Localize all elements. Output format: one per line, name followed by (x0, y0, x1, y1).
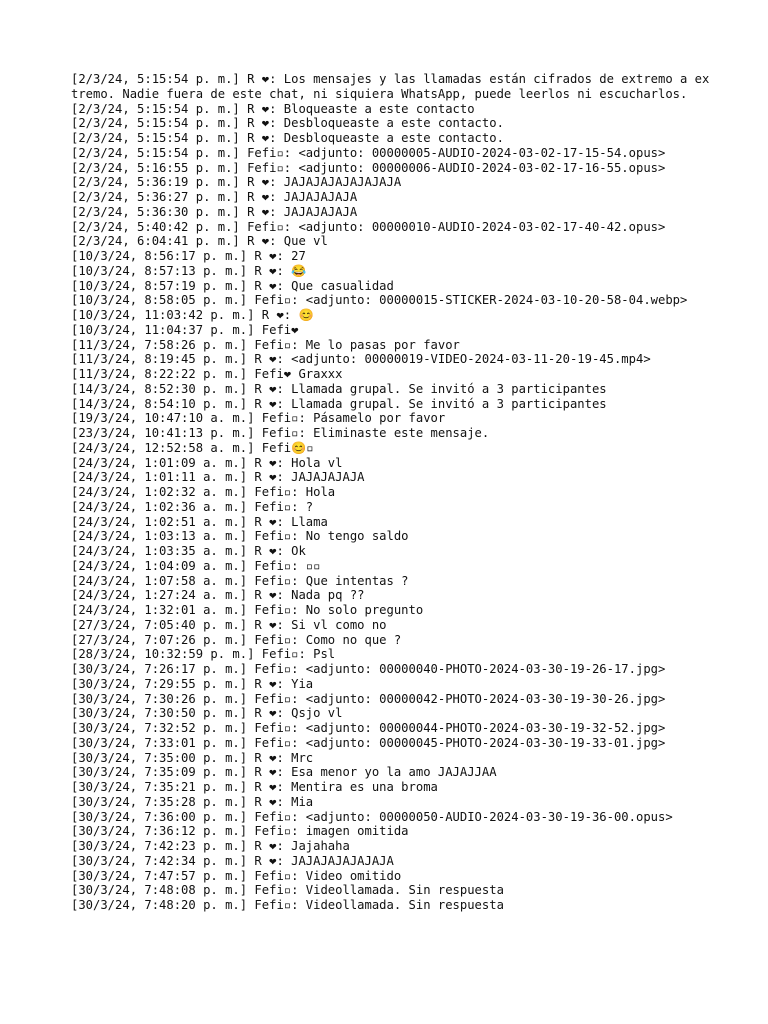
chat-message-line: [11/3/24, 7:58:26 p. m.] Fefi▫: Me lo pasas por favor (71, 337, 460, 352)
chat-message-line: [30/3/24, 7:32:52 p. m.] Fefi▫: <adjunto: 00000044-PHOTO-2024-03-30-19-32-52.jpg> (71, 721, 666, 735)
chat-message-line: [24/3/24, 1:03:35 a. m.] R ❤: Ok (71, 544, 306, 558)
chat-message-line: [30/3/24, 7:48:20 p. m.] Fefi▫: Videollamada. Sin respuesta (71, 898, 504, 912)
chat-message-line: [2/3/24, 5:15:54 p. m.] R ❤: Bloqueaste a este contacto (71, 101, 475, 116)
chat-message-line: [2/3/24, 6:04:41 p. m.] R ❤: Que vl (71, 234, 328, 249)
chat-message-line: [24/3/24, 1:02:36 a. m.] Fefi▫: ? (71, 499, 314, 514)
chat-message-line: [27/3/24, 7:07:26 p. m.] Fefi▫: Como no que ? (71, 632, 402, 647)
chat-message-line: [24/3/24, 1:27:24 a. m.] R ❤: Nada pq ?? (71, 588, 365, 603)
chat-message-line: [10/3/24, 8:58:05 p. m.] Fefi▫: <adjunto: 00000015-STICKER-2024-03-10-20-58-04.webp> (71, 293, 688, 308)
chat-message-line: [30/3/24, 7:42:23 p. m.] R ❤: Jajahaha (71, 839, 350, 853)
chat-message-line: [30/3/24, 7:35:00 p. m.] R ❤: Mrc (71, 750, 314, 765)
chat-message-line: [30/3/24, 7:42:34 p. m.] R ❤: JAJAJAJAJAJAJA (71, 853, 394, 868)
chat-message-line: [30/3/24, 7:26:17 p. m.] Fefi▫: <adjunto: 00000040-PHOTO-2024-03-30-19-26-17.jpg> (71, 662, 666, 676)
chat-message-line: [11/3/24, 8:19:45 p. m.] R ❤: <adjunto: 00000019-VIDEO-2024-03-11-20-19-45.mp4> (71, 352, 651, 367)
chat-message-line: [10/3/24, 11:04:37 p. m.] Fefi❤ (71, 322, 299, 337)
chat-message-line: [24/3/24, 1:07:58 a. m.] Fefi▫: Que intentas ? (71, 573, 409, 588)
chat-message-line: [30/3/24, 7:29:55 p. m.] R ❤: Yia (71, 676, 314, 691)
chat-message-line: [30/3/24, 7:47:57 p. m.] Fefi▫: Video omitido (71, 868, 402, 883)
chat-message-line: [14/3/24, 8:54:10 p. m.] R ❤: Llamada grupal. Se invitó a 3 participantes (71, 396, 607, 411)
chat-message-line: [30/3/24, 7:30:26 p. m.] Fefi▫: <adjunto: 00000042-PHOTO-2024-03-30-19-30-26.jpg> (71, 691, 666, 706)
chat-message-line: [14/3/24, 8:52:30 p. m.] R ❤: Llamada grupal. Se invitó a 3 participantes (71, 381, 607, 396)
chat-message-line: [10/3/24, 11:03:42 p. m.] R ❤: 😊 (71, 308, 314, 322)
chat-message-line: [30/3/24, 7:35:28 p. m.] R ❤: Mia (71, 794, 314, 809)
chat-message-line: [30/3/24, 7:36:12 p. m.] Fefi▫: imagen omitida (71, 824, 409, 839)
chat-message-line: [30/3/24, 7:33:01 p. m.] Fefi▫: <adjunto: 00000045-PHOTO-2024-03-30-19-33-01.jpg> (71, 735, 666, 750)
chat-message-line: [2/3/24, 5:40:42 p. m.] Fefi▫: <adjunto: 00000010-AUDIO-2024-03-02-17-40-42.opus> (71, 219, 666, 234)
chat-message-line: [2/3/24, 5:15:54 p. m.] R ❤: Los mensajes y las llamadas están cifrados de extremo a extremo. Nadie fuera de este chat, ni siquiera WhatsApp, puede leerlos ni escucharlos. (71, 72, 710, 101)
chat-message-line: [19/3/24, 10:47:10 a. m.] Fefi▫: Pásamelo por favor (71, 411, 446, 426)
chat-message-line: [23/3/24, 10:41:13 p. m.] Fefi▫: Eliminaste este mensaje. (71, 426, 490, 440)
chat-message-line: [10/3/24, 8:57:19 p. m.] R ❤: Que casualidad (71, 278, 394, 293)
chat-message-line: [24/3/24, 1:02:32 a. m.] Fefi▫: Hola (71, 485, 336, 499)
chat-message-line: [2/3/24, 5:36:19 p. m.] R ❤: JAJAJAJAJAJAJAJA (71, 175, 402, 190)
chat-message-line: [30/3/24, 7:35:21 p. m.] R ❤: Mentira es una broma (71, 780, 438, 794)
chat-message-line: [2/3/24, 5:15:54 p. m.] R ❤: Desbloqueaste a este contacto. (71, 116, 504, 131)
chat-message-line: [2/3/24, 5:16:55 p. m.] Fefi▫: <adjunto: 00000006-AUDIO-2024-03-02-17-16-55.opus> (71, 160, 666, 175)
chat-message-line: [30/3/24, 7:48:08 p. m.] Fefi▫: Videollamada. Sin respuesta (71, 883, 504, 898)
chat-message-line: [2/3/24, 5:36:30 p. m.] R ❤: JAJAJAJAJA (71, 204, 358, 219)
chat-message-line: [30/3/24, 7:36:00 p. m.] Fefi▫: <adjunto: 00000050-AUDIO-2024-03-30-19-36-00.opus> (71, 809, 673, 824)
chat-message-line: [24/3/24, 1:01:09 a. m.] R ❤: Hola vl (71, 455, 343, 470)
chat-message-line: [11/3/24, 8:22:22 p. m.] Fefi❤ Graxxx (71, 367, 343, 381)
chat-message-line: [2/3/24, 5:15:54 p. m.] Fefi▫: <adjunto: 00000005-AUDIO-2024-03-02-17-15-54.opus> (71, 145, 666, 160)
chat-message-line: [30/3/24, 7:30:50 p. m.] R ❤: Qsjo vl (71, 706, 343, 721)
chat-message-line: [24/3/24, 1:01:11 a. m.] R ❤: JAJAJAJAJA (71, 470, 365, 485)
chat-message-line: [24/3/24, 12:52:58 a. m.] Fefi😊▫ (71, 440, 314, 455)
chat-message-line: [24/3/24, 1:04:09 a. m.] Fefi▫: ▫▫ (71, 558, 321, 573)
chat-message-line: [2/3/24, 5:15:54 p. m.] R ❤: Desbloqueaste a este contacto. (71, 131, 504, 145)
chat-message-line: [10/3/24, 8:56:17 p. m.] R ❤: 27 (71, 249, 306, 263)
chat-message-line: [24/3/24, 1:03:13 a. m.] Fefi▫: No tengo saldo (71, 529, 409, 544)
chat-transcript (71, 72, 711, 913)
chat-message-line: [27/3/24, 7:05:40 p. m.] R ❤: Si vl como no (71, 617, 387, 632)
chat-message-line: [30/3/24, 7:35:09 p. m.] R ❤: Esa menor yo la amo JAJAJJAA (71, 765, 497, 780)
chat-message-line: [24/3/24, 1:32:01 a. m.] Fefi▫: No solo pregunto (71, 603, 424, 617)
chat-message-line: [10/3/24, 8:57:13 p. m.] R ❤: 😂 (71, 263, 307, 278)
chat-message-line: [28/3/24, 10:32:59 p. m.] Fefi▫: Psl (71, 647, 336, 662)
chat-message-line: [24/3/24, 1:02:51 a. m.] R ❤: Llama (71, 514, 328, 529)
chat-message-line: [2/3/24, 5:36:27 p. m.] R ❤: JAJAJAJAJA (71, 190, 358, 204)
